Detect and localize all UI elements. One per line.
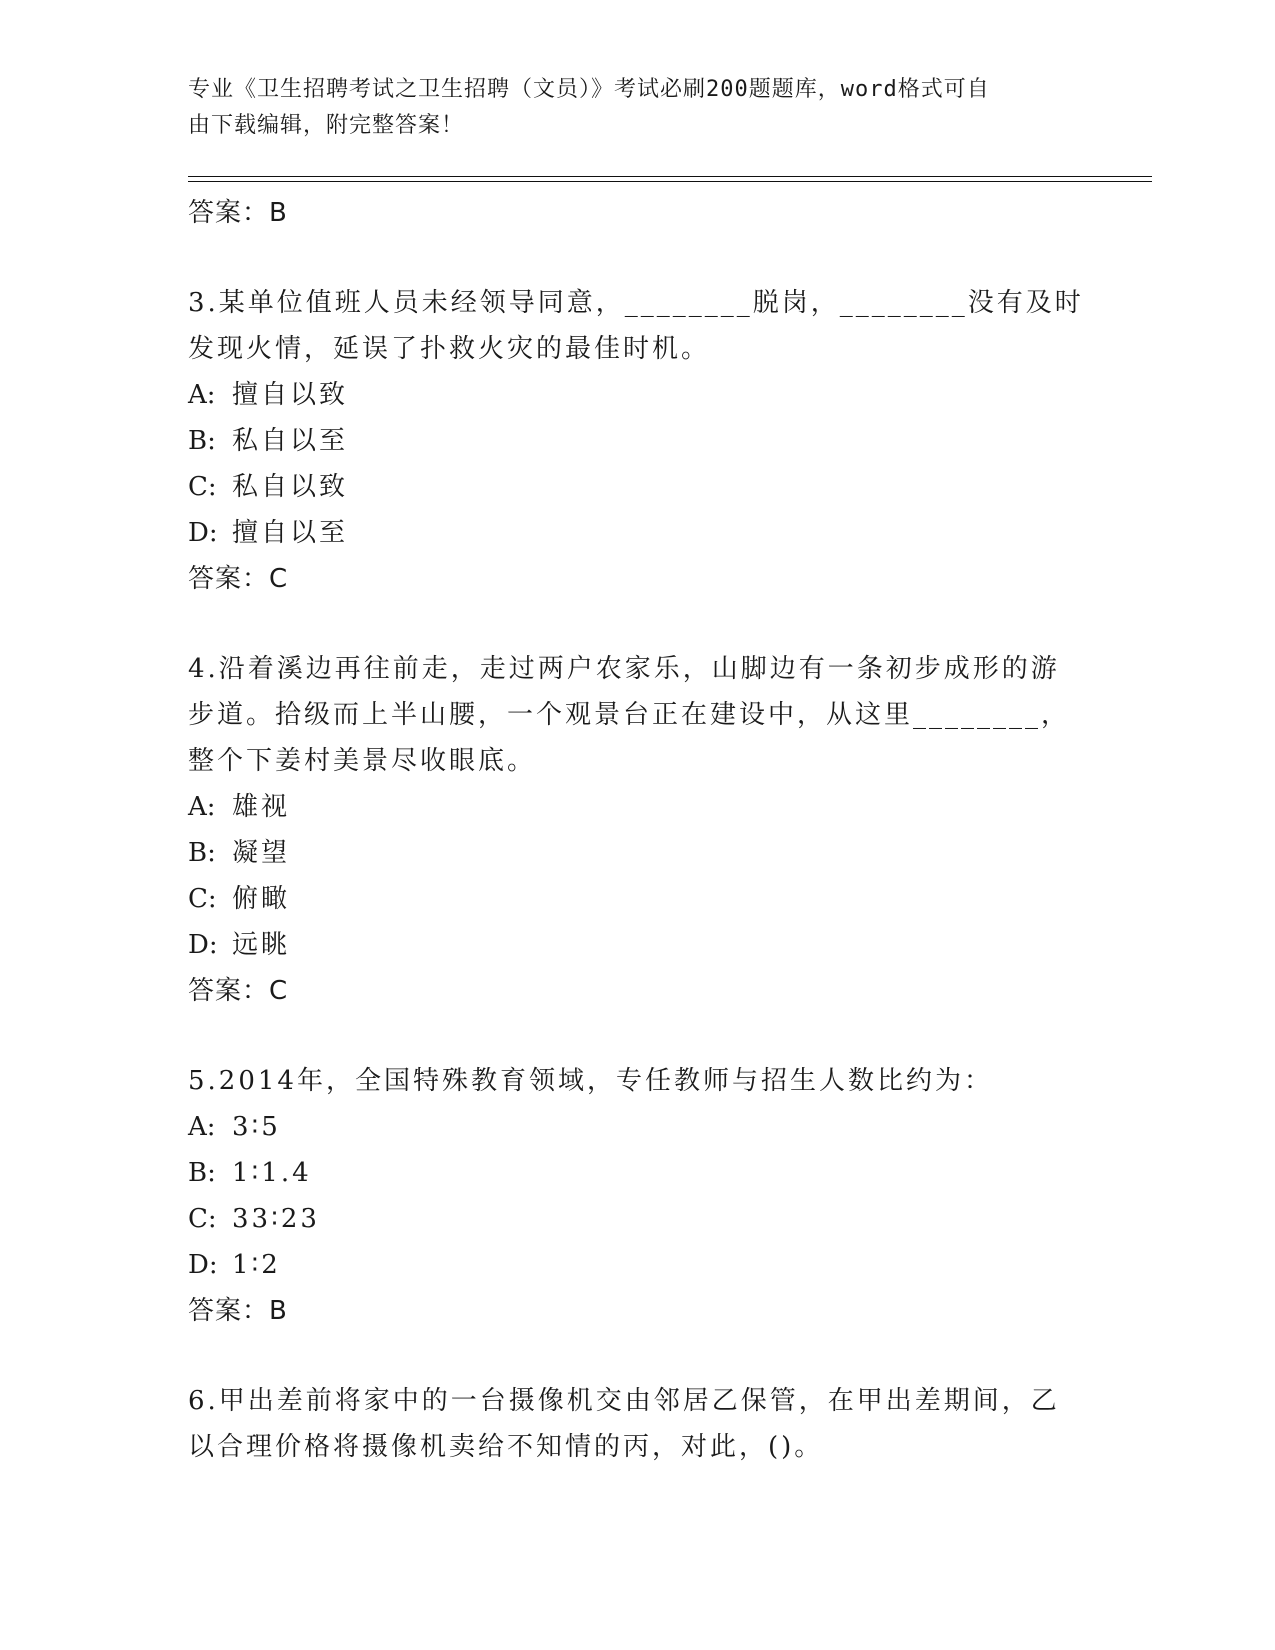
option-letter: A:: [188, 792, 216, 822]
option-d: [188, 1242, 1088, 1288]
header-line-2: 由下载编辑，附完整答案！: [188, 113, 465, 138]
option-text: 33∶23: [232, 1204, 320, 1234]
header-line-1: 专业《卫生招聘考试之卫生招聘（文员）》考试必刷200题题库，word格式可自: [188, 77, 990, 102]
option-text: 1∶2: [232, 1250, 281, 1280]
question-text: 4.沿着溪边再往前走，走过两户农家乐，山脚边有一条初步成形的游步道。拾级而上半山腰，一个观景台正在建设中，从这里________，整个下姜村美景尽收眼底。: [188, 654, 1071, 776]
question-6: [188, 1378, 1088, 1470]
question-text: 5.2014年，全国特殊教育领域，专任教师与招生人数比约为：: [188, 1066, 993, 1096]
option-a: [188, 1104, 1088, 1150]
option-letter: B:: [188, 838, 216, 868]
option-a: [188, 784, 1088, 830]
question-4: [188, 646, 1088, 1014]
option-b: [188, 1150, 1088, 1196]
answer-line: 答案：B: [188, 198, 288, 228]
answer-line: 答案：C: [188, 976, 289, 1006]
option-letter: C:: [188, 1204, 217, 1234]
question-5: [188, 1058, 1088, 1334]
option-text: 1∶1.4: [232, 1158, 312, 1188]
option-text: 凝望: [232, 838, 291, 868]
option-c: [188, 1196, 1088, 1242]
option-letter: A:: [188, 380, 216, 410]
option-letter: A:: [188, 1112, 216, 1142]
option-d: [188, 922, 1088, 968]
option-letter: C:: [188, 472, 217, 502]
option-letter: D:: [188, 1250, 218, 1280]
header-rule-top: [188, 176, 1152, 177]
option-letter: D:: [188, 518, 218, 548]
option-text: 雄视: [232, 792, 291, 822]
document-content: [188, 190, 1088, 1470]
option-c: [188, 464, 1088, 510]
document-header: [188, 72, 1068, 144]
option-letter: D:: [188, 930, 218, 960]
option-letter: C:: [188, 884, 217, 914]
option-text: 3∶5: [232, 1112, 281, 1142]
question-text: 6.甲出差前将家中的一台摄像机交由邻居乙保管，在甲出差期间，乙以合理价格将摄像机卖给不知情的丙，对此，()。: [188, 1386, 1060, 1462]
question-text: 3.某单位值班人员未经领导同意，________脱岗，________没有及时发现火情，延误了扑救火灾的最佳时机。: [188, 288, 1084, 364]
option-letter: B:: [188, 426, 216, 456]
option-text: 远眺: [232, 930, 291, 960]
answer-line: 答案：C: [188, 564, 289, 594]
option-letter: B:: [188, 1158, 216, 1188]
option-text: 私自以致: [232, 472, 349, 502]
question-3: [188, 280, 1088, 602]
answer-line: 答案：B: [188, 1296, 288, 1326]
option-b: [188, 418, 1088, 464]
header-rule-bottom: [188, 181, 1152, 182]
option-d: [188, 510, 1088, 556]
option-text: 擅自以致: [232, 380, 349, 410]
option-text: 擅自以至: [232, 518, 349, 548]
option-text: 俯瞰: [232, 884, 291, 914]
option-a: [188, 372, 1088, 418]
option-b: [188, 830, 1088, 876]
option-text: 私自以至: [232, 426, 349, 456]
option-c: [188, 876, 1088, 922]
